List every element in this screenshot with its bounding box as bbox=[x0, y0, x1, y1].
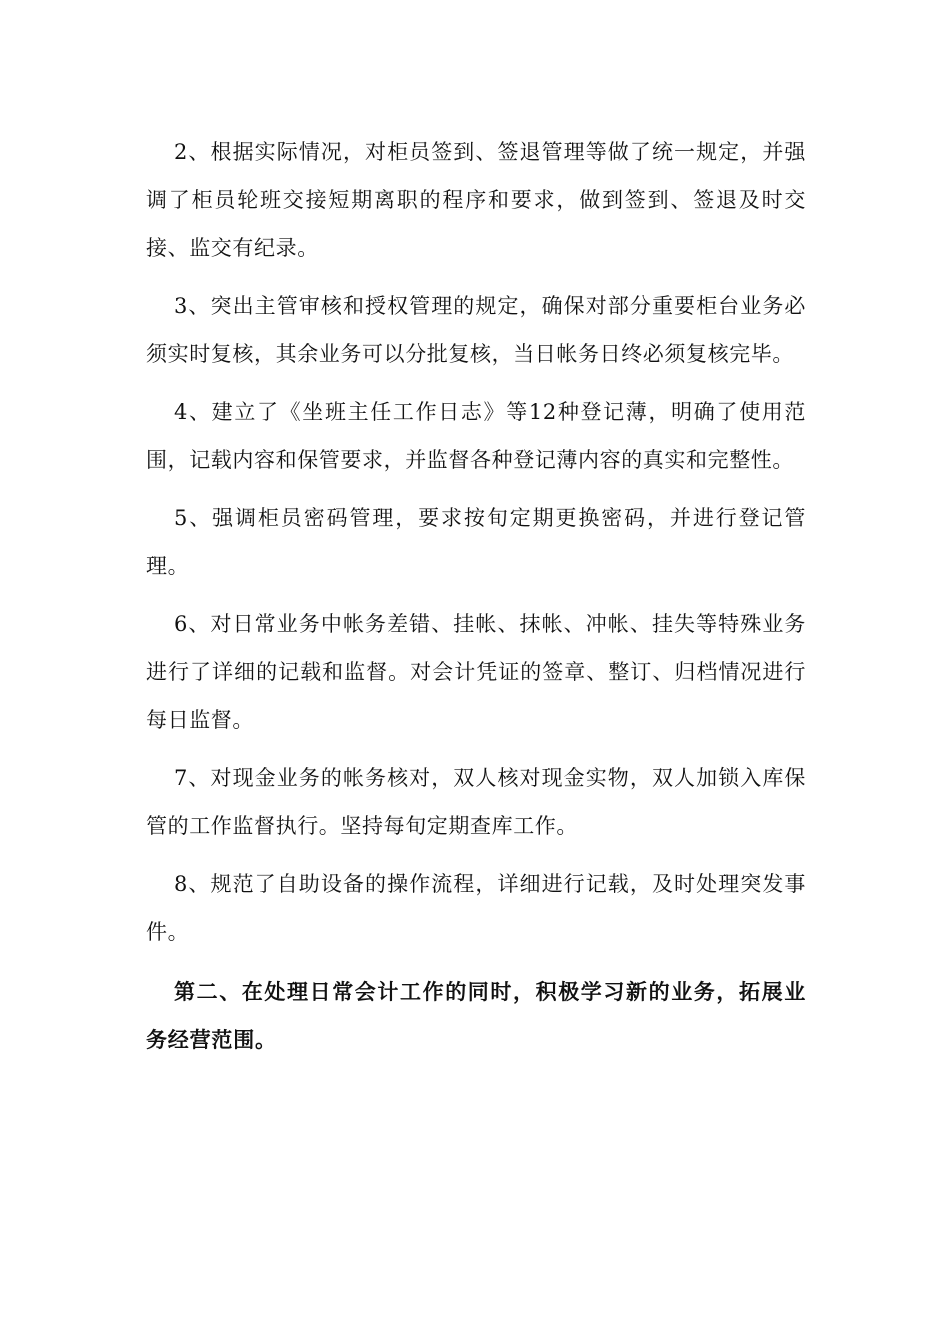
paragraph-item-5: 5、强调柜员密码管理，要求按旬定期更换密码，并进行登记管理。 bbox=[146, 506, 806, 578]
section-heading: 第二、在处理日常会计工作的同时，积极学习新的业务，拓展业务经营范围。 bbox=[146, 980, 806, 1052]
paragraph-item-6: 6、对日常业务中帐务差错、挂帐、抹帐、冲帐、挂失等特殊业务进行了详细的记载和监督。对会计凭证的签章、整订、归档情况进行每日监督。 bbox=[146, 612, 806, 732]
paragraph-item-3: 3、突出主管审核和授权管理的规定，确保对部分重要柜台业务必须实时复核，其余业务可以分批复核，当日帐务日终必须复核完毕。 bbox=[146, 294, 806, 366]
paragraph-item-4: 4、建立了《坐班主任工作日志》等12种登记薄，明确了使用范围，记载内容和保管要求，并监督各种登记薄内容的真实和完整性。 bbox=[146, 400, 806, 472]
document-body bbox=[146, 128, 806, 1074]
paragraph-item-7: 7、对现金业务的帐务核对，双人核对现金实物，双人加锁入库保管的工作监督执行。坚持每旬定期查库工作。 bbox=[146, 766, 806, 838]
paragraph-item-8: 8、规范了自助设备的操作流程，详细进行记载，及时处理突发事件。 bbox=[146, 872, 806, 944]
paragraph-item-2: 2、根据实际情况，对柜员签到、签退管理等做了统一规定，并强调了柜员轮班交接短期离职的程序和要求，做到签到、签退及时交接、监交有纪录。 bbox=[146, 140, 806, 260]
